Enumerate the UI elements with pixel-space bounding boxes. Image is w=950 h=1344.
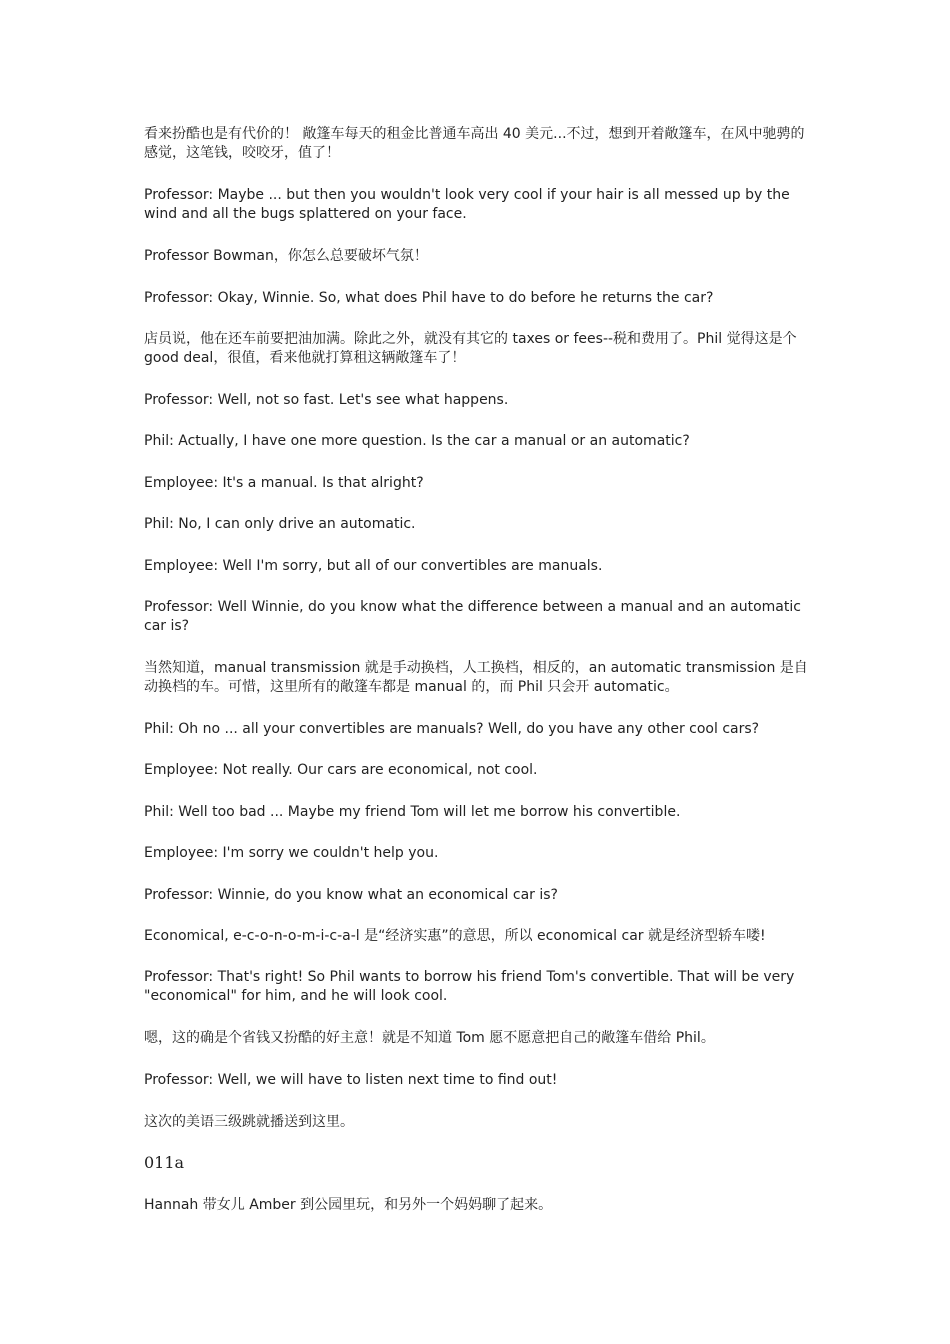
paragraph-22: 这次的美语三级跳就播送到这里。 <box>144 1114 354 1130</box>
paragraph-18: Economical, e-c-o-n-o-m-i-c-a-l 是“经济实惠”的意思，所以 economical car 就是经济型轿车喽! <box>144 928 766 944</box>
paragraph-4: Professor: Okay, Winnie. So, what does Phil have to do before he returns the car? <box>144 290 714 306</box>
paragraph-3: Professor Bowman，你怎么总要破坏气氛！ <box>144 248 428 264</box>
paragraph-8: Employee: It's a manual. Is that alright? <box>144 475 424 491</box>
section-heading: 011a <box>144 1153 185 1172</box>
paragraph-12: 当然知道，manual transmission 就是手动换档，人工换档，相反的，an automatic transmission 是自动换档的车。可惜，这里所有的敞篷车都是 manual 的，而 Phil 只会开 automatic。 <box>144 660 808 695</box>
paragraph-7: Phil: Actually, I have one more question. Is the car a manual or an automatic? <box>144 433 690 449</box>
paragraph-19: Professor: That's right! So Phil wants to borrow his friend Tom's convertible. That will be very "economical" for him, and he will look cool. <box>144 969 795 1004</box>
paragraph-14: Employee: Not really. Our cars are economical, not cool. <box>144 762 538 778</box>
paragraph-15: Phil: Well too bad ... Maybe my friend Tom will let me borrow his convertible. <box>144 804 681 820</box>
paragraph-11: Professor: Well Winnie, do you know what the difference between a manual and an automatic car is? <box>144 599 801 634</box>
paragraph-5: 店员说，他在还车前要把油加满。除此之外，就没有其它的 taxes or fees--税和费用了。Phil 觉得这是个 good deal，很值，看来他就打算租这辆敞篷车了！ <box>144 331 797 366</box>
paragraph-24: Hannah 带女儿 Amber 到公园里玩，和另外一个妈妈聊了起来。 <box>144 1197 553 1213</box>
paragraph-1: 看来扮酷也是有代价的！ 敞篷车每天的租金比普通车高出 40 美元...不过，想到开着敞篷车，在风中驰骋的感觉，这笔钱，咬咬牙，值了！ <box>144 126 805 161</box>
paragraph-10: Employee: Well I'm sorry, but all of our convertibles are manuals. <box>144 558 603 574</box>
paragraph-17: Professor: Winnie, do you know what an economical car is? <box>144 887 558 903</box>
paragraph-6: Professor: Well, not so fast. Let's see what happens. <box>144 392 509 408</box>
paragraph-2: Professor: Maybe ... but then you wouldn't look very cool if your hair is all messed up by the wind and all the bugs splattered on your face. <box>144 187 790 222</box>
paragraph-16: Employee: I'm sorry we couldn't help you. <box>144 845 439 861</box>
paragraph-13: Phil: Oh no ... all your convertibles are manuals? Well, do you have any other cool cars? <box>144 721 760 737</box>
paragraph-21: Professor: Well, we will have to listen next time to find out! <box>144 1072 558 1088</box>
paragraph-20: 嗯，这的确是个省钱又扮酷的好主意！就是不知道 Tom 愿不愿意把自己的敞篷车借给 Phil。 <box>144 1030 715 1046</box>
paragraph-9: Phil: No, I can only drive an automatic. <box>144 516 416 532</box>
